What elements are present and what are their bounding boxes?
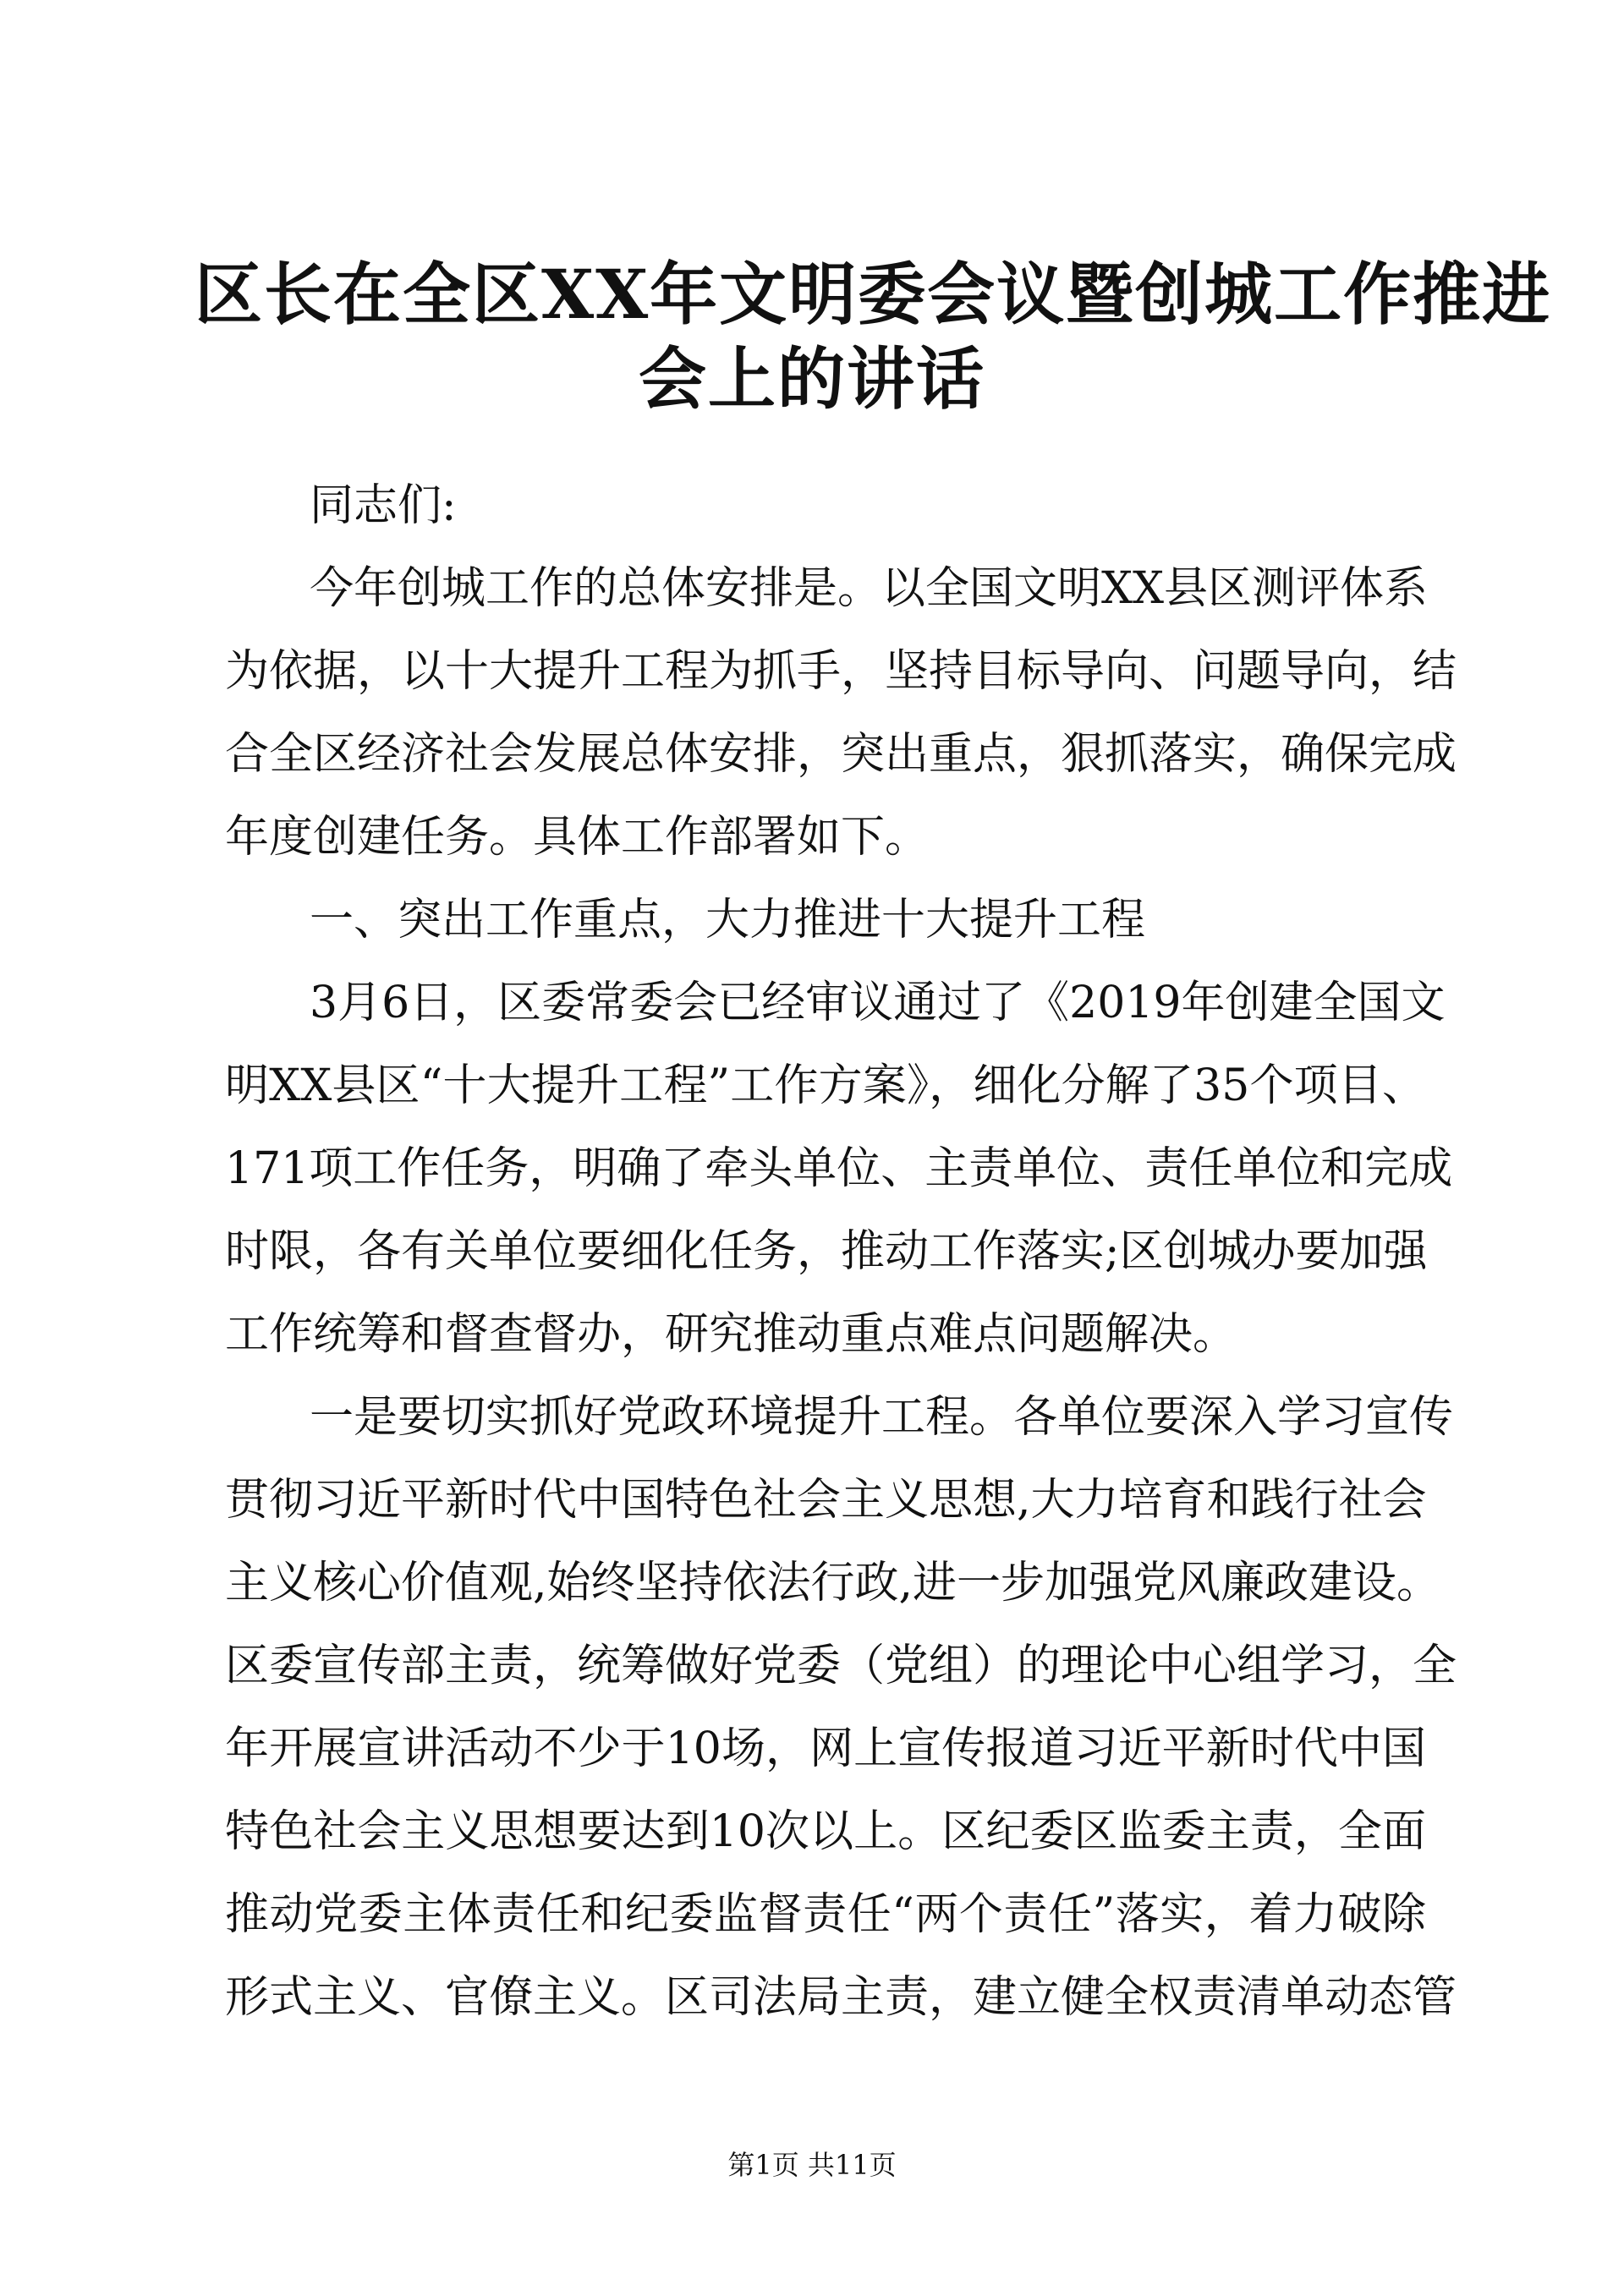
body-line: 明XX县区“十大提升工程”工作方案》，细化分解了35个项目、 <box>225 1060 1426 1111</box>
body-line: 为依据，以十大提升工程为抓手，坚持目标导向、问题导向，结 <box>225 646 1457 697</box>
body-line: 特色社会主义思想要达到10次以上。区纪委区监委主责，全面 <box>225 1806 1426 1857</box>
body-line: 171项工作任务，明确了牵头单位、主责单位、责任单位和完成 <box>225 1143 1453 1194</box>
document-title-line-2: 会上的讲话 <box>639 339 985 419</box>
body-line: 推动党委主体责任和纪委监督责任“两个责任”落实，着力破除 <box>225 1889 1426 1940</box>
body-line: 今年创城工作的总体安排是。以全国文明XX县区测评体系 <box>310 563 1429 614</box>
page-footer: 第1页 共11页 <box>727 2149 897 2181</box>
body-line: 主义核心价值观,始终坚持依法行政,进一步加强党风廉政建设。 <box>225 1558 1441 1608</box>
body-line: 一是要切实抓好党政环境提升工程。各单位要深入学习宣传 <box>310 1392 1454 1443</box>
body-line: 3月6日，区委常委会已经审议通过了《2019年创建全国文 <box>310 978 1446 1028</box>
body-line: 合全区经济社会发展总体安排，突出重点，狠抓落实，确保完成 <box>225 729 1457 780</box>
body-line: 工作统筹和督查督办，研究推动重点难点问题解决。 <box>225 1309 1237 1360</box>
body-line: 时限，各有关单位要细化任务，推动工作落实;区创城办要加强 <box>225 1226 1428 1277</box>
body-line: 年度创建任务。具体工作部署如下。 <box>225 812 930 863</box>
body-line: 区委宣传部主责，统筹做好党委（党组）的理论中心组学习，全 <box>225 1641 1457 1691</box>
body-line: 形式主义、官僚主义。区司法局主责，建立健全权责清单动态管 <box>225 1972 1457 2023</box>
section-heading: 一、突出工作重点，大力推进十大提升工程 <box>310 895 1146 945</box>
body-line: 年开展宣讲活动不少于10场，网上宣传报道习近平新时代中国 <box>225 1723 1426 1774</box>
document-title-line-1: 区长在全区XX年文明委会议暨创城工作推进 <box>195 255 1552 334</box>
salutation: 同志们: <box>310 480 457 531</box>
body-line: 贯彻习近平新时代中国特色社会主义思想,大力培育和践行社会 <box>225 1475 1427 1526</box>
